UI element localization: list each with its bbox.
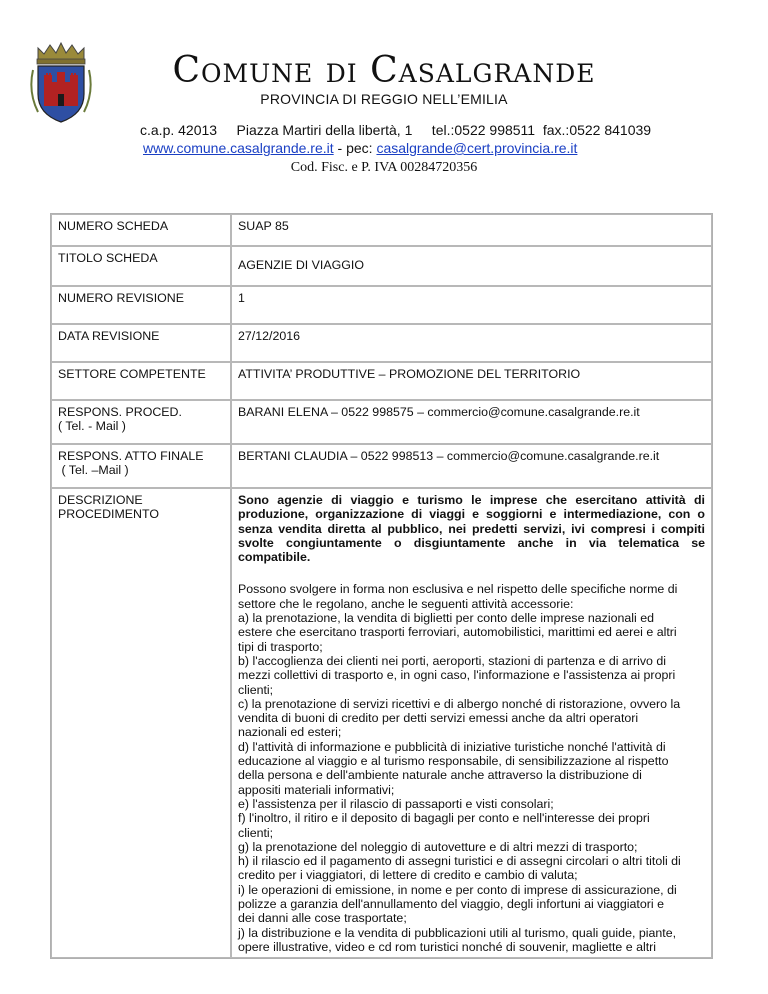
row-label: NUMERO REVISIONE — [51, 286, 231, 324]
description-line: j) la distribuzione e la vendita di pubblicazioni utili al turismo, quali guide, piante, — [238, 925, 677, 940]
description-line: Possono svolgere in forma non esclusiva e nel rispetto delle specifiche norme di — [238, 582, 678, 597]
pec-link[interactable]: casalgrande@cert.provincia.re.it — [376, 140, 578, 156]
table-row — [51, 286, 712, 324]
description-line: h) il rilascio ed il pagamento di assegni turistici e di assegni circolari o altri titoli di — [238, 854, 681, 869]
row-label: NUMERO SCHEDA — [51, 214, 231, 246]
table-row — [51, 324, 712, 362]
row-value: 27/12/2016 — [231, 324, 712, 362]
description-line: nazionali ed esteri; — [238, 725, 342, 740]
table-row — [51, 488, 712, 958]
description-line: polizze a garanzia dell'annullamento del viaggio, degli infortuni ai viaggiatori e — [238, 897, 664, 912]
row-label-text: RESPONS. PROCED. — [58, 405, 182, 419]
row-value: 1 — [231, 286, 712, 324]
description-line: educazione al viaggio e al turismo responsabile, di sensibilizzazione al rispetto — [238, 754, 669, 769]
website-link[interactable]: www.comune.casalgrande.re.it — [143, 140, 334, 156]
description-line: tipi di trasporto; — [238, 639, 323, 654]
table-row — [51, 246, 712, 286]
row-label: SETTORE COMPETENTE — [51, 362, 231, 400]
row-sublabel: ( Tel. - Mail ) — [58, 419, 126, 433]
table-row — [51, 362, 712, 400]
description-line: b) l'accoglienza dei clienti nei porti, aeroporti, stazioni di partenza e di arrivo di — [238, 653, 667, 668]
row-label: DATA REVISIONE — [51, 324, 231, 362]
row-sublabel: ( Tel. –Mail ) — [58, 463, 129, 477]
description-line: clienti; — [238, 682, 274, 697]
province-line: PROVINCIA DI REGGIO NELL’EMILIA — [260, 91, 508, 107]
address-line: c.a.p. 42013 Piazza Martiri della libertà, 1 tel.:0522 998511 fax.:0522 841039 — [140, 122, 652, 138]
description-line: clienti; — [238, 825, 274, 840]
fiscal-code: Cod. Fisc. e P. IVA 00284720356 — [290, 160, 478, 175]
description-line: estere che esercitano trasporti ferroviari, automobilistici, marittimi ed aerei e altri — [238, 625, 677, 640]
table-row — [51, 400, 712, 444]
description-line: credito per i viaggiatori, di lettere di credito e cambio di valuta; — [238, 868, 578, 883]
description-line: vendita di buoni di credito per detti servizi emessi anche da altri operatori — [238, 711, 639, 726]
description-list — [238, 582, 705, 954]
description-line: dei danni alle cose trasportate; — [238, 911, 407, 926]
row-value: BERTANI CLAUDIA – 0522 998513 – commercio@comune.casalgrande.re.it — [231, 444, 712, 488]
info-table — [50, 213, 713, 959]
description-line: f) l'inoltro, il ritiro e il deposito di bagagli per conto e nell'interesse dei propri — [238, 811, 650, 826]
description-line: d) l'attività di informazione e pubblicità di iniziative turistiche nonché l'attività di — [238, 739, 666, 754]
row-value — [231, 246, 712, 286]
description-label-line1: DESCRIZIONE — [58, 493, 143, 507]
row-value: ATTIVITA’ PRODUTTIVE – PROMOZIONE DEL TERRITORIO — [231, 362, 712, 400]
description-label-line2: PROCEDIMENTO — [58, 507, 159, 521]
pec-prefix: - pec: — [333, 140, 377, 156]
description-line: appositi materiali informativi; — [238, 782, 395, 797]
description-label — [51, 488, 231, 958]
description-line: a) la prenotazione, la vendita di biglietti per conto delle imprese nazionali ed — [238, 611, 655, 626]
row-value: SUAP 85 — [231, 214, 712, 246]
description-line: i) le operazioni di emissione, in nome e per conto di imprese di assicurazione, di — [238, 882, 677, 897]
description-line: opere illustrative, video e cd rom turistici nonché di souvenir, magliette e altri — [238, 939, 657, 954]
table-row — [51, 444, 712, 488]
row-label — [51, 400, 231, 444]
description-line: c) la prenotazione di servizi ricettivi e di albergo nonché di ristorazione, ovvero la — [238, 696, 681, 711]
row-label-text: RESPONS. ATTO FINALE — [58, 449, 204, 463]
description-bold-text: Sono agenzie di viaggio e turismo le imprese che esercitano attività di produzione, organizzazione di viaggi e soggiorni e intermediazione, con o senza vendita diretta al pubblico, nei predetti servizi, ivi compresi i compiti svolte congiuntamente o disgiuntamente anche in via telematica se compatibile. — [238, 493, 705, 565]
description-line: e) l'assistenza per il rilascio di passaporti e visti consolari; — [238, 796, 554, 811]
description-line: della persona e dell'ambiente naturale anche attraverso la distribuzione di — [238, 768, 642, 783]
row-value-text: AGENZIE DI VIAGGIO — [238, 258, 364, 272]
contact-line — [143, 140, 577, 156]
description-content — [231, 488, 712, 958]
row-label: TITOLO SCHEDA — [51, 246, 231, 286]
description-line: mezzi collettivi di trasporto e, in ogni caso, l'informazione e l'assistenza ai propri — [238, 668, 676, 683]
row-value: BARANI ELENA – 0522 998575 – commercio@comune.casalgrande.re.it — [231, 400, 712, 444]
description-line: g) la prenotazione del noleggio di autovetture e di altri mezzi di trasporto; — [238, 839, 638, 854]
row-label — [51, 444, 231, 488]
page-title: Comune di Casalgrande — [172, 50, 596, 91]
description-line: settore che le regolano, anche le seguenti attività accessorie: — [238, 596, 574, 611]
table-row — [51, 214, 712, 246]
